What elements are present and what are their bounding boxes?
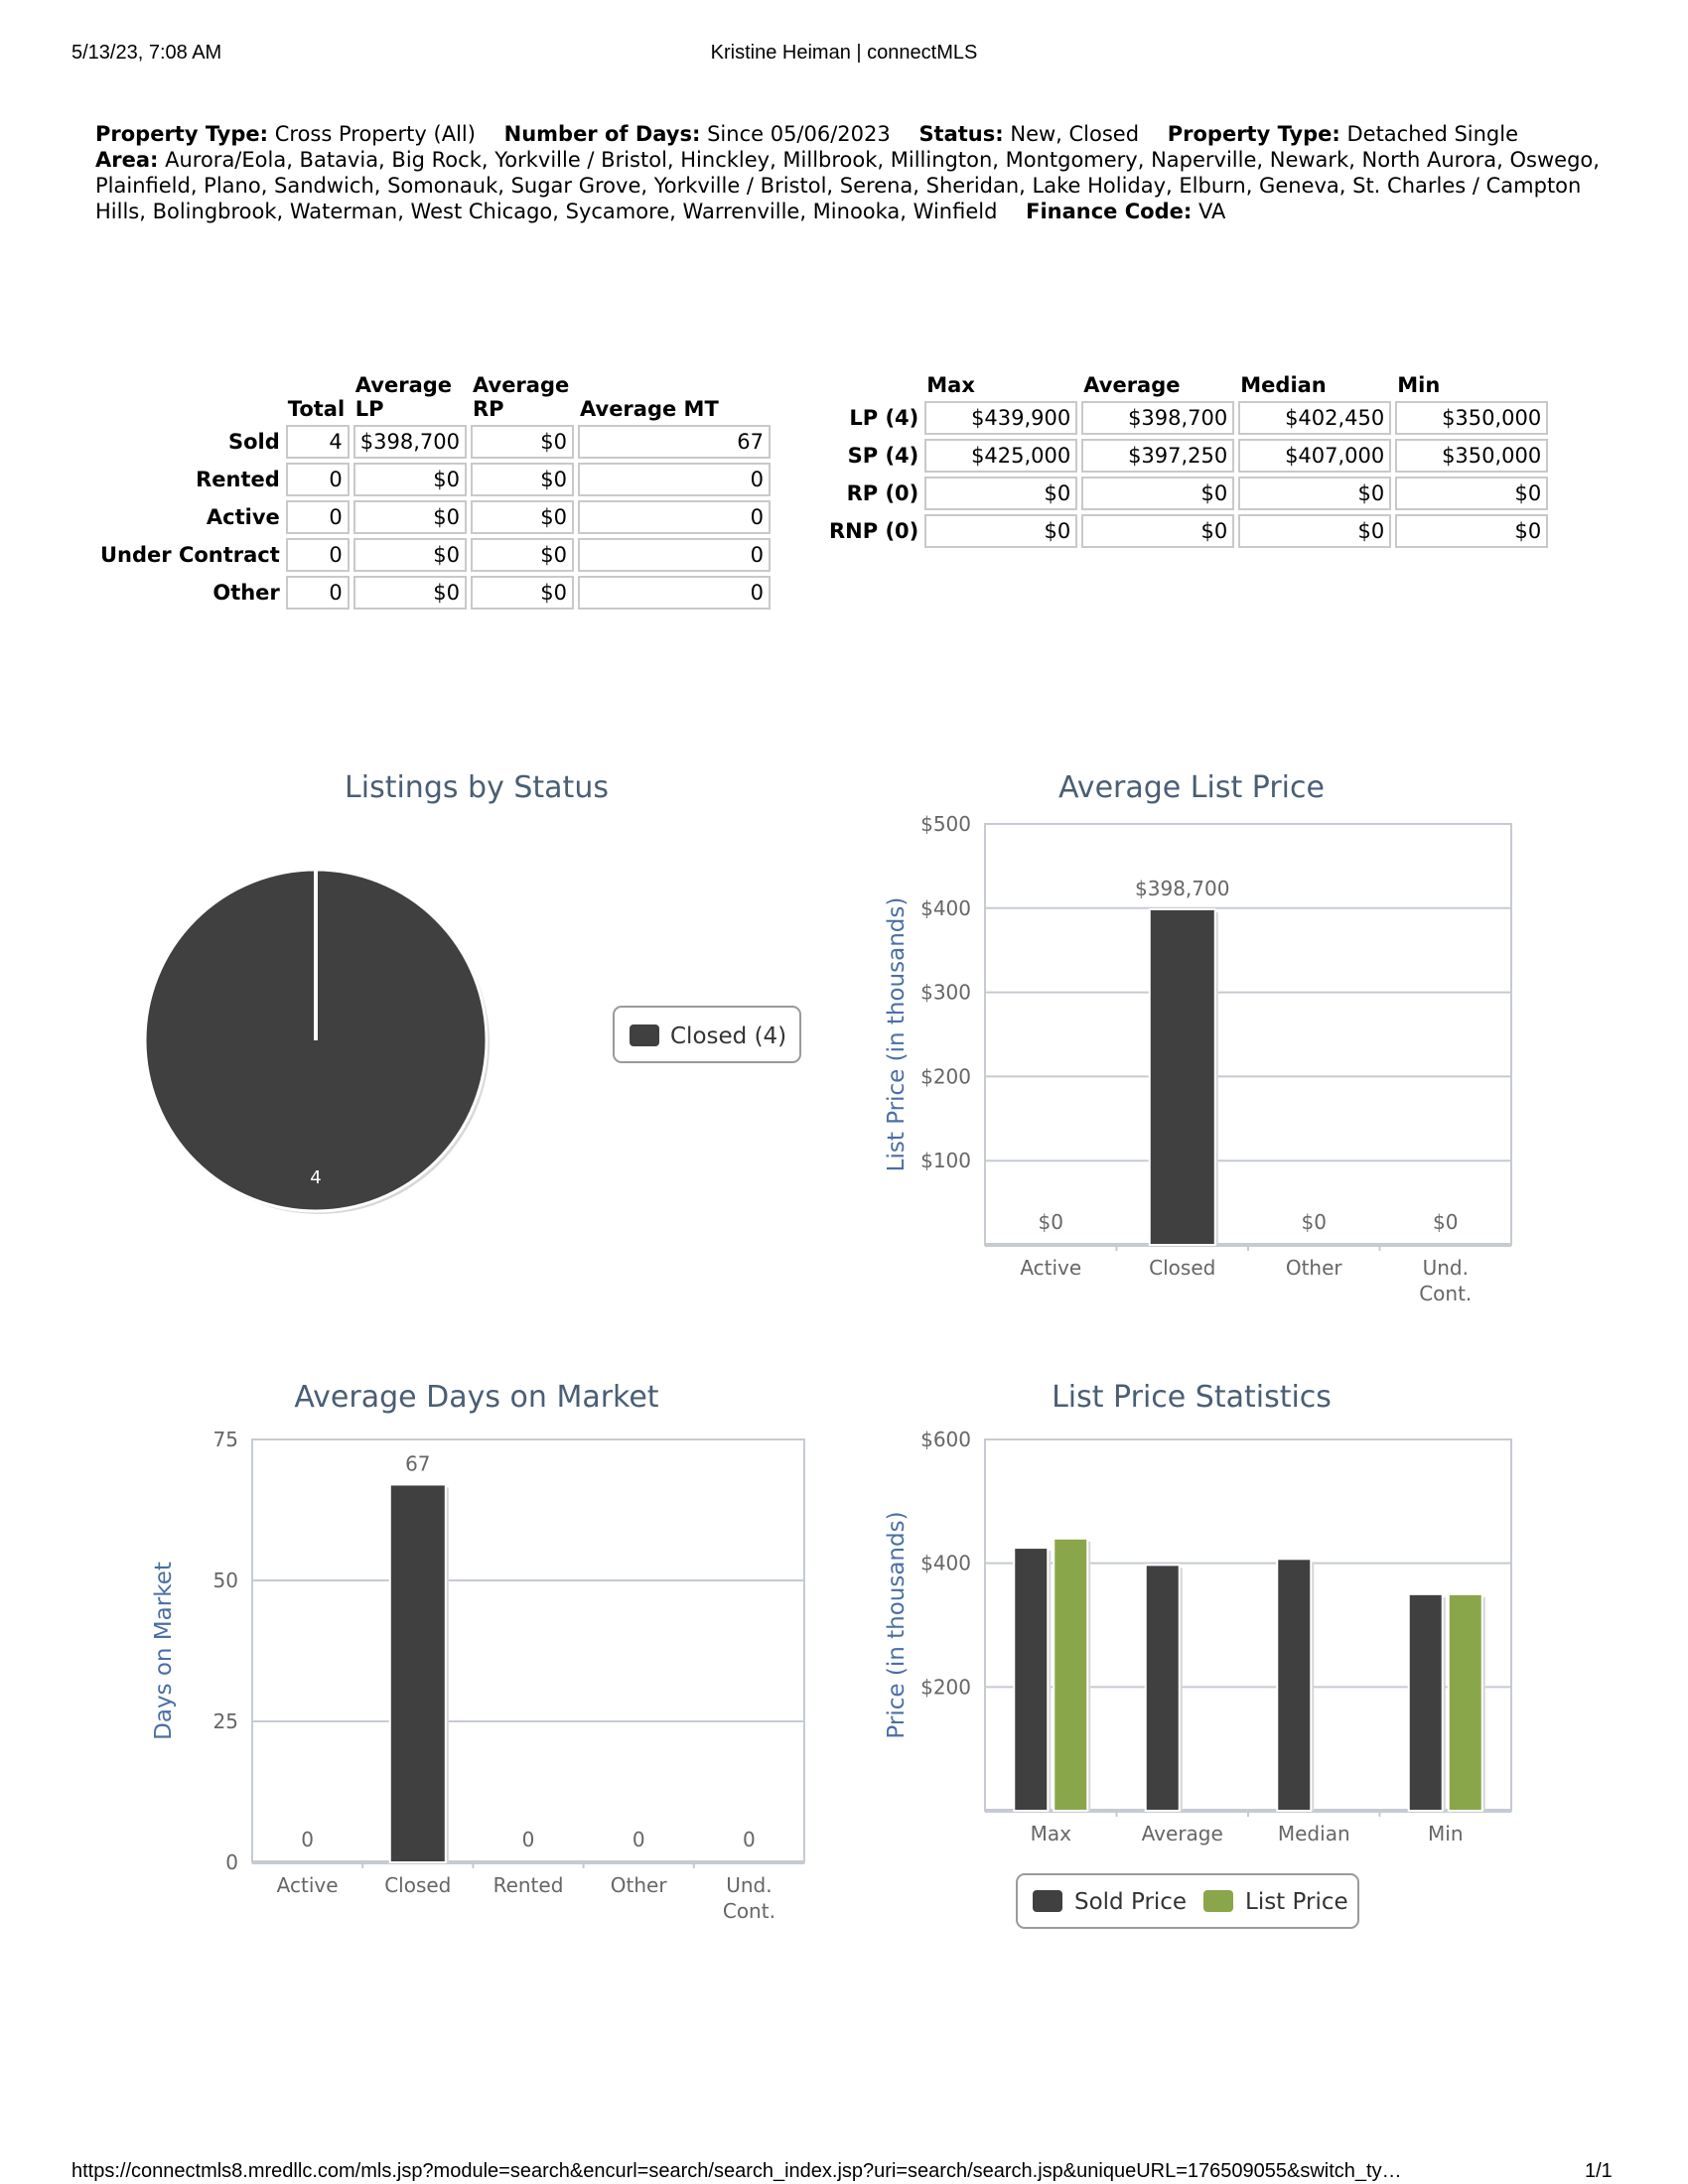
table-cell: 0 — [578, 538, 771, 572]
col-median: Median — [1240, 373, 1327, 397]
pie-legend-label: Closed (4) — [670, 1024, 787, 1049]
table-cell: $0 — [353, 576, 467, 610]
criteria-property-type: Property Type: Cross Property (All) — [95, 122, 476, 146]
legend-swatch — [1033, 1890, 1062, 1912]
table-cell: 0 — [286, 463, 350, 496]
average-list-price-chart — [854, 814, 1529, 1330]
col-min: Min — [1397, 373, 1441, 397]
table-cell: $0 — [353, 500, 467, 534]
print-datetime: 5/13/23, 7:08 AM — [71, 42, 222, 64]
search-criteria — [95, 121, 1605, 224]
table-cell: $0 — [471, 538, 574, 572]
bar-value-label: 0 — [301, 1828, 314, 1851]
table-row — [828, 514, 1548, 548]
chart-title-average-list-price: Average List Price — [1058, 770, 1325, 805]
col-average-rp: Average RP — [473, 373, 570, 421]
y-axis-title: List Price (in thousands) — [884, 896, 910, 1172]
price-summary-table-wrap — [824, 369, 1552, 552]
table-row — [828, 477, 1548, 510]
plot-area — [985, 824, 1511, 1245]
row-label: Other — [212, 581, 280, 605]
criteria-property-subtype: Property Type: Detached Single — [1167, 122, 1519, 146]
x-tick-label: Closed — [1149, 1256, 1216, 1280]
chart-title-list-price-statistics: List Price Statistics — [1052, 1380, 1332, 1415]
bar-value-label: $0 — [1038, 1210, 1063, 1234]
average-days-on-market-chart — [149, 1430, 824, 1946]
criteria-area: Area: Aurora/Eola, Batavia, Big Rock, Yorkville / Bristol, Hinckley, Millbrook, Millington, Montgomery, Naperville, Newark, North Aurora, Oswego, Plainfield, Plano, Sandwich, Somonauk, Sugar Grove, Yorkville / Bristol, Serena, Sheridan, Lake Holiday, Elburn, Geneva, St. Charles / Campton Hills, Bolingbrook, Waterman, West Chicago, Sycamore, Warrenville, Minooka, Winfield — [95, 148, 1600, 223]
table-cell: 0 — [578, 576, 771, 610]
row-label: Rented — [196, 468, 280, 491]
table-cell: $0 — [353, 463, 467, 496]
bar-value-label: 0 — [521, 1828, 535, 1851]
bar-value-label: 0 — [632, 1828, 645, 1851]
x-tick-label: Other — [610, 1873, 667, 1897]
table-cell: $0 — [1081, 514, 1234, 548]
col-average-lp: Average LP — [354, 373, 453, 421]
bar-value-label: 0 — [743, 1828, 756, 1851]
table-row — [99, 463, 771, 496]
legend-swatch — [1203, 1890, 1233, 1912]
row-label: SP (4) — [847, 444, 919, 468]
table-cell: $402,450 — [1238, 401, 1391, 435]
chart-title-average-days-on-market: Average Days on Market — [294, 1380, 659, 1415]
y-tick-label: $500 — [920, 814, 971, 836]
table-row — [99, 500, 771, 534]
price-summary-table — [824, 369, 1552, 552]
table-row — [828, 439, 1548, 473]
bar — [390, 1484, 446, 1862]
y-axis-title: Days on Market — [151, 1562, 177, 1740]
table-cell: $0 — [1238, 477, 1391, 510]
y-tick-label: $400 — [920, 895, 971, 920]
table-cell: $0 — [924, 514, 1077, 548]
bar-sold-price — [1277, 1559, 1311, 1811]
pie-legend-swatch — [630, 1024, 659, 1046]
bar-list-price — [1449, 1594, 1482, 1811]
table-cell: $0 — [471, 463, 574, 496]
table-cell: $0 — [1238, 514, 1391, 548]
criteria-finance-code: Finance Code: VA — [1026, 200, 1226, 223]
legend-label: List Price — [1245, 1889, 1348, 1915]
table-cell: 0 — [578, 463, 771, 496]
table-cell: $0 — [1395, 514, 1548, 548]
y-axis-title: Price (in thousands) — [884, 1511, 910, 1739]
x-tick-label: Active — [276, 1873, 339, 1897]
bar-value-label: $0 — [1433, 1210, 1459, 1234]
plot-area — [252, 1439, 804, 1862]
table-cell: $0 — [471, 500, 574, 534]
table-cell: $0 — [471, 425, 574, 459]
y-tick-label: $600 — [920, 1430, 971, 1451]
bar-sold-price — [1146, 1565, 1180, 1811]
table-cell: $439,900 — [924, 401, 1077, 435]
table-cell: $397,250 — [1081, 439, 1234, 473]
x-tick-label: Und. Cont. — [722, 1873, 775, 1923]
table-cell: $350,000 — [1395, 401, 1548, 435]
bar — [1150, 909, 1215, 1245]
bar-value-label: $0 — [1301, 1210, 1327, 1234]
x-tick-label: Min — [1428, 1822, 1464, 1845]
status-summary-table-wrap — [95, 369, 774, 614]
legend-label: Sold Price — [1074, 1889, 1188, 1915]
x-tick-label: Other — [1285, 1256, 1342, 1280]
y-tick-label: $100 — [920, 1149, 971, 1173]
x-tick-label: Average — [1141, 1822, 1223, 1845]
table-cell: 0 — [286, 576, 350, 610]
bar-sold-price — [1409, 1594, 1443, 1811]
col-average-mt: Average MT — [580, 397, 719, 421]
row-label: Under Contract — [100, 543, 280, 567]
bar-sold-price — [1014, 1548, 1048, 1811]
row-label: RNP (0) — [829, 519, 919, 543]
y-tick-label: $300 — [920, 980, 971, 1005]
table-cell: $0 — [1081, 477, 1234, 510]
table-cell: 4 — [286, 425, 350, 459]
page-url: https://connectmls8.mredllc.com/mls.jsp?module=search&encurl=search/search_index.jsp?uri=search/search.jsp&uniqueURL=176509055&switch_ty… — [71, 2160, 1402, 2182]
y-tick-label: $200 — [920, 1675, 971, 1700]
criteria-number-of-days: Number of Days: Since 05/06/2023 — [503, 122, 891, 146]
x-tick-label: Rented — [492, 1873, 564, 1897]
criteria-status: Status: New, Closed — [918, 122, 1140, 146]
y-tick-label: $200 — [920, 1064, 971, 1089]
table-cell: $0 — [1395, 477, 1548, 510]
table-row — [99, 538, 771, 572]
table-cell: $0 — [353, 538, 467, 572]
listings-by-status-chart — [119, 854, 834, 1251]
page-title: Kristine Heiman | connectMLS — [710, 42, 978, 64]
page-number: 1/1 — [1585, 2160, 1613, 2182]
bar-value-label: $398,700 — [1135, 876, 1230, 900]
table-cell: 0 — [286, 500, 350, 534]
table-cell: $398,700 — [1081, 401, 1234, 435]
status-summary-table — [95, 369, 774, 614]
table-cell: $407,000 — [1238, 439, 1391, 473]
row-label: Active — [206, 505, 280, 529]
x-tick-label: Max — [1030, 1822, 1071, 1845]
list-price-statistics-chart — [854, 1430, 1529, 1946]
table-row — [99, 576, 771, 610]
x-tick-label: Closed — [384, 1873, 452, 1897]
y-tick-label: $400 — [920, 1551, 971, 1575]
y-tick-label: 75 — [212, 1430, 238, 1451]
table-cell: $350,000 — [1395, 439, 1548, 473]
row-label: LP (4) — [849, 406, 919, 430]
table-cell: 67 — [578, 425, 771, 459]
bar-list-price — [1054, 1539, 1087, 1811]
y-tick-label: 0 — [225, 1850, 238, 1874]
row-label: RP (0) — [846, 481, 919, 505]
table-cell: 0 — [578, 500, 771, 534]
col-max: Max — [926, 373, 975, 397]
table-cell: $0 — [471, 576, 574, 610]
y-tick-label: 25 — [212, 1709, 238, 1733]
chart-title-listings-by-status: Listings by Status — [345, 770, 609, 805]
col-total: Total — [287, 397, 346, 421]
table-row — [99, 425, 771, 459]
x-tick-label: Median — [1277, 1822, 1350, 1845]
x-tick-label: Und. Cont. — [1419, 1256, 1473, 1305]
table-row — [828, 401, 1548, 435]
row-label: Sold — [228, 430, 280, 454]
table-cell: $398,700 — [353, 425, 467, 459]
pie-data-label: 4 — [310, 1167, 322, 1188]
x-tick-label: Active — [1020, 1256, 1082, 1280]
table-cell: 0 — [286, 538, 350, 572]
bar-value-label: 67 — [405, 1451, 431, 1476]
y-tick-label: 50 — [212, 1569, 238, 1592]
col-average: Average — [1083, 373, 1181, 397]
table-cell: $0 — [924, 477, 1077, 510]
table-cell: $425,000 — [924, 439, 1077, 473]
